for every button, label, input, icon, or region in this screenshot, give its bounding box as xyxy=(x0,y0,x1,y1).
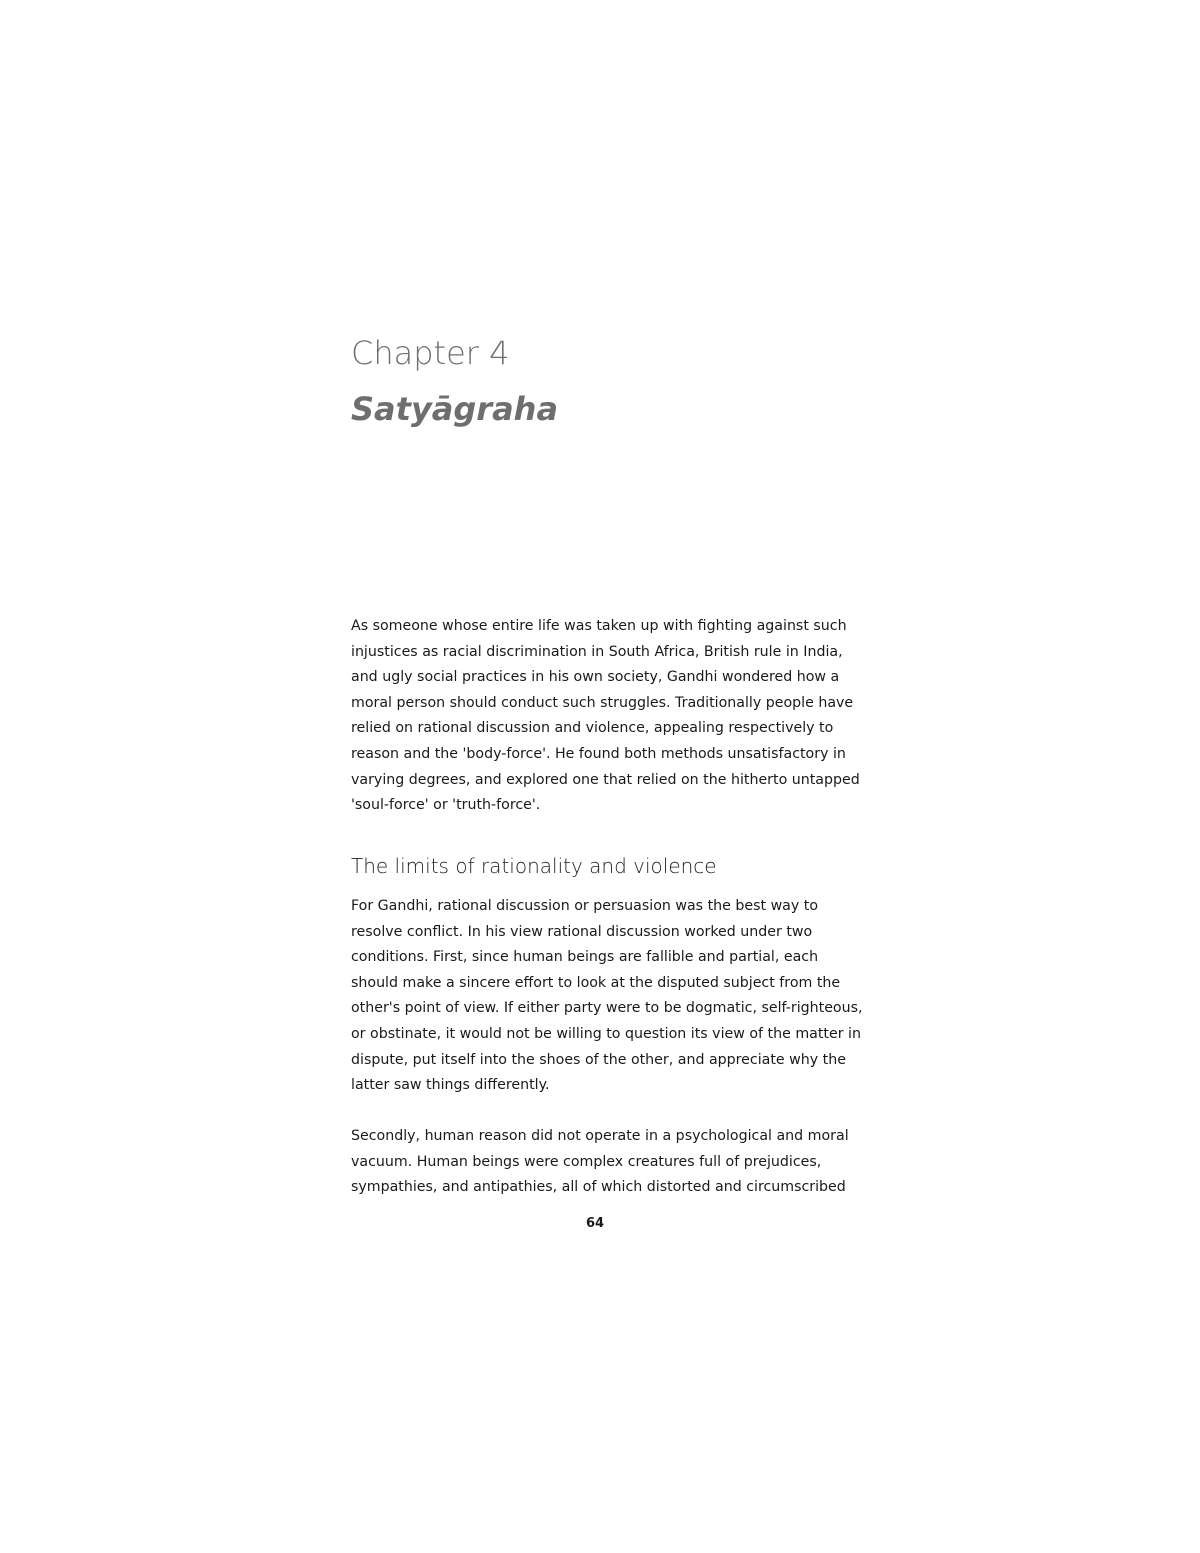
paragraph-line: As someone whose entire life was taken up with fighting against such xyxy=(351,618,847,634)
paragraph-line: dispute, put itself into the shoes of the other, and appreciate why the xyxy=(351,1051,846,1068)
paragraph-line: latter saw things differently. xyxy=(351,1077,550,1094)
paragraph-line: or obstinate, it would not be willing to question its view of the matter in xyxy=(351,1025,861,1042)
paragraph-line: injustices as racial discrimination in South Africa, British rule in India, xyxy=(351,643,843,660)
page-number: 64 xyxy=(585,1216,605,1231)
paragraph-line: For Gandhi, rational discussion or persuasion was the best way to xyxy=(351,898,819,914)
paragraph-line: conditions. First, since human beings are fallible and partial, each xyxy=(351,949,819,966)
paragraph-line: moral person should conduct such struggles. Traditionally people have xyxy=(351,694,854,711)
paragraph-line: sympathies, and antipathies, all of which distorted and circumscribed xyxy=(351,1179,846,1196)
intro-paragraph xyxy=(351,614,860,819)
paragraph-line: 'soul-force' or 'truth-force'. xyxy=(351,797,541,814)
paragraph-line: resolve conflict. In his view rational discussion worked under two xyxy=(351,923,813,940)
paragraph-line: relied on rational discussion and violence, appealing respectively to xyxy=(351,720,834,737)
paragraph-line: vacuum. Human beings were complex creatures full of prejudices, xyxy=(351,1153,822,1170)
section-heading: The limits of rationality and violence xyxy=(351,854,717,878)
paragraph-line: and ugly social practices in his own society, Gandhi wondered how a xyxy=(351,669,840,686)
paragraph-line: varying degrees, and explored one that relied on the hitherto untapped xyxy=(351,771,860,788)
section-paragraph-2 xyxy=(351,1124,851,1201)
paragraph-line: reason and the 'body-force'. He found both methods unsatisfactory in xyxy=(351,745,846,762)
paragraph-line: other's point of view. If either party were to be dogmatic, self-righteous, xyxy=(351,1000,863,1017)
chapter-label: Chapter 4 xyxy=(351,334,510,372)
chapter-title: Satyāgraha xyxy=(351,390,559,428)
paragraph-line: Secondly, human reason did not operate in a psychological and moral xyxy=(351,1128,849,1144)
paragraph-line: should make a sincere effort to look at the disputed subject from the xyxy=(351,974,841,991)
section-paragraph-1 xyxy=(351,894,863,1099)
